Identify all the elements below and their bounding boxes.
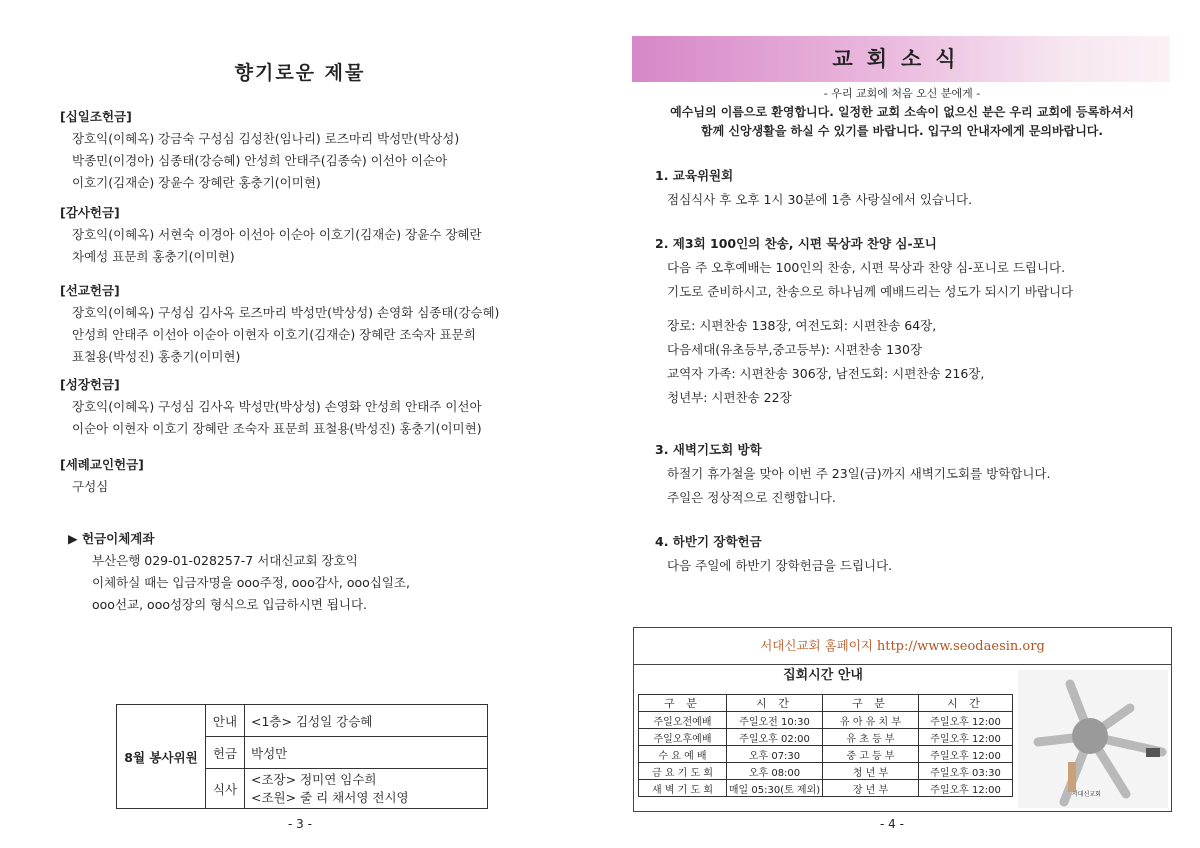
church-location-map xyxy=(1018,670,1168,808)
table-cell: 주일오후 02:00 xyxy=(727,729,823,746)
offering-section-mission xyxy=(60,280,580,368)
news-title: 2. 제3회 100인의 찬송, 시편 묵상과 찬양 심-포니 xyxy=(655,236,937,251)
table-cell: 장 년 부 xyxy=(823,780,919,797)
role-offering: 헌금 xyxy=(206,737,245,769)
meal-leader: <조장> 정미연 임수희 xyxy=(251,771,377,787)
header-time: 시 간 xyxy=(919,695,1013,712)
meal-members: <조원> 줄 리 채서영 전시영 xyxy=(251,789,409,805)
header-time: 시 간 xyxy=(727,695,823,712)
table-cell: 주일오후예배 xyxy=(639,729,727,746)
table-cell: 매일 05:30(토 제외) xyxy=(727,780,823,797)
table-cell: 수 요 예 배 xyxy=(639,746,727,763)
offering-section-growth xyxy=(60,374,580,440)
news-line: 교역자 가족: 시편찬송 306장, 남전도회: 시편찬송 216장, xyxy=(667,366,985,381)
meal-value xyxy=(245,769,488,809)
church-building-icon xyxy=(1068,762,1076,792)
page-number-left: - 3 - xyxy=(288,817,312,831)
page-title: 향기로운 제물 xyxy=(234,62,366,84)
committee-label: 8월 봉사위원 xyxy=(117,705,206,809)
role-guide: 안내 xyxy=(206,705,245,737)
news-title: 1. 교육위원회 xyxy=(655,168,734,183)
offering-section-tithe xyxy=(60,106,580,194)
section-title: [선교헌금] xyxy=(60,283,120,298)
page-number-right: - 4 - xyxy=(880,817,904,831)
header-category: 구 분 xyxy=(823,695,919,712)
church-info-box xyxy=(633,627,1172,812)
table-cell: 오후 07:30 xyxy=(727,746,823,763)
table-row xyxy=(639,729,1013,746)
news-item xyxy=(655,232,1175,410)
name-line: 장호익(이혜옥) 구성심 김사옥 박성만(박상성) 손영화 안성희 안태주 이선아 xyxy=(72,399,482,414)
news-line: 하절기 휴가철을 맞아 이번 주 23일(금)까지 새벽기도회를 방학합니다. xyxy=(667,466,1051,481)
table-cell: 오후 08:00 xyxy=(727,763,823,780)
news-line: 장로: 시편찬송 138장, 여전도회: 시편찬송 64장, xyxy=(667,318,937,333)
table-row xyxy=(639,746,1013,763)
offering-transfer-account xyxy=(68,528,568,616)
table-cell: 주일오후 12:00 xyxy=(919,712,1013,729)
section-title: [감사헌금] xyxy=(60,205,120,220)
table-cell: 주일오후 12:00 xyxy=(919,746,1013,763)
welcome-line: 예수님의 이름으로 환영합니다. 일정한 교회 소속이 없으신 분은 우리 교회에 등록하셔서 xyxy=(670,105,1134,119)
news-line: 다음 주일에 하반기 장학헌금을 드립니다. xyxy=(667,558,893,573)
news-item xyxy=(655,438,1175,510)
meeting-times-table xyxy=(638,694,1013,797)
service-committee-table xyxy=(116,704,488,809)
name-line: 박종민(이경아) 심종태(강승혜) 안성희 안태주(김종숙) 이선아 이순아 xyxy=(72,153,448,168)
table-cell: 유 초 등 부 xyxy=(823,729,919,746)
news-title: 4. 하반기 장학헌금 xyxy=(655,534,762,549)
table-cell: 주일오후 03:30 xyxy=(919,763,1013,780)
offering-section-thanks xyxy=(60,202,580,268)
news-item xyxy=(655,530,1175,578)
news-line: 청년부: 시편찬송 22장 xyxy=(667,390,792,405)
map-church-label: 서대신교회 xyxy=(1072,791,1101,798)
news-line: 주일은 정상적으로 진행합니다. xyxy=(667,490,836,505)
homepage-link[interactable]: http://www.seodaesin.org xyxy=(876,639,1045,654)
table-row xyxy=(639,712,1013,729)
table-cell: 주일오전예배 xyxy=(639,712,727,729)
welcome-message xyxy=(632,84,1172,141)
table-cell: 중 고 등 부 xyxy=(823,746,919,763)
table-cell: 새 벽 기 도 회 xyxy=(639,780,727,797)
news-line: 다음 주 오후예배는 100인의 찬송, 시편 묵상과 찬양 심-포니로 드립니다. xyxy=(667,260,1066,275)
welcome-line: 함께 신앙생활을 하실 수 있기를 바랍니다. 입구의 안내자에게 문의바랍니다. xyxy=(701,124,1103,138)
transfer-line: 이체하실 때는 입금자명을 ooo주정, ooo감사, ooo십일조, xyxy=(92,575,410,590)
meeting-times-title: 집회시간 안내 xyxy=(783,668,863,683)
name-line: 구성심 xyxy=(72,479,109,494)
name-line: 표철용(박성진) 홍충기(이미현) xyxy=(72,349,241,364)
name-line: 장호익(이혜옥) 강금숙 구성심 김성찬(임나리) 로즈마리 박성만(박상성) xyxy=(72,131,460,146)
role-meal: 식사 xyxy=(206,769,245,809)
name-line: 이호기(김재순) 장윤수 장혜란 홍충기(이미현) xyxy=(72,175,321,190)
table-cell: 주일오전 10:30 xyxy=(727,712,823,729)
name-line: 안성희 안태주 이선아 이순아 이현자 이호기(김재순) 장혜란 조숙자 표문희 xyxy=(72,327,476,342)
name-line: 장호익(이혜옥) 서현숙 이경아 이선아 이순아 이호기(김재순) 장윤수 장혜란 xyxy=(72,227,482,242)
map-building xyxy=(1146,748,1160,757)
table-cell: 유 아 유 치 부 xyxy=(823,712,919,729)
offering-section-baptized xyxy=(60,454,580,498)
transfer-title: ▶ 헌금이체계좌 xyxy=(68,531,155,546)
table-header-row xyxy=(639,695,1013,712)
offering-value: 박성만 xyxy=(245,737,488,769)
map-roundabout xyxy=(1072,718,1108,754)
homepage-bar xyxy=(634,628,1171,665)
name-line: 장호익(이혜옥) 구성심 김사옥 로즈마리 박성만(박상성) 손영화 심종태(강승혜) xyxy=(72,305,500,320)
name-line: 차예성 표문희 홍충기(이미현) xyxy=(72,249,235,264)
section-title: [십일조헌금] xyxy=(60,109,132,124)
section-title: [세례교인헌금] xyxy=(60,457,144,472)
header-category: 구 분 xyxy=(639,695,727,712)
table-row xyxy=(639,780,1013,797)
table-cell: 주일오후 12:00 xyxy=(919,729,1013,746)
news-line: 기도로 준비하시고, 찬송으로 하나님께 예배드리는 성도가 되시기 바랍니다 xyxy=(667,284,1074,299)
news-line: 다음세대(유초등부,중고등부): 시편찬송 130장 xyxy=(667,342,923,357)
news-banner: 교회소식 xyxy=(632,36,1170,82)
table-cell: 청 년 부 xyxy=(823,763,919,780)
table-cell: 주일오후 12:00 xyxy=(919,780,1013,797)
name-line: 이순아 이현자 이호기 장혜란 조숙자 표문희 표철용(박성진) 홍충기(이미현) xyxy=(72,421,482,436)
section-title: [성장헌금] xyxy=(60,377,120,392)
table-row xyxy=(639,763,1013,780)
news-item xyxy=(655,164,1175,212)
homepage-label: 서대신교회 홈페이지 xyxy=(760,638,873,653)
welcome-subtitle: - 우리 교회에 처음 오신 분에게 - xyxy=(823,87,981,100)
news-line: 점심식사 후 오후 1시 30분에 1층 사랑실에서 있습니다. xyxy=(667,192,973,207)
transfer-line: 부산은행 029-01-028257-7 서대신교회 장호익 xyxy=(92,553,358,568)
guide-value: <1층> 김성일 강승혜 xyxy=(245,705,488,737)
transfer-line: ooo선교, ooo성장의 형식으로 입금하시면 됩니다. xyxy=(92,597,368,612)
news-title: 3. 새벽기도회 방학 xyxy=(655,442,762,457)
table-cell: 금 요 기 도 회 xyxy=(639,763,727,780)
